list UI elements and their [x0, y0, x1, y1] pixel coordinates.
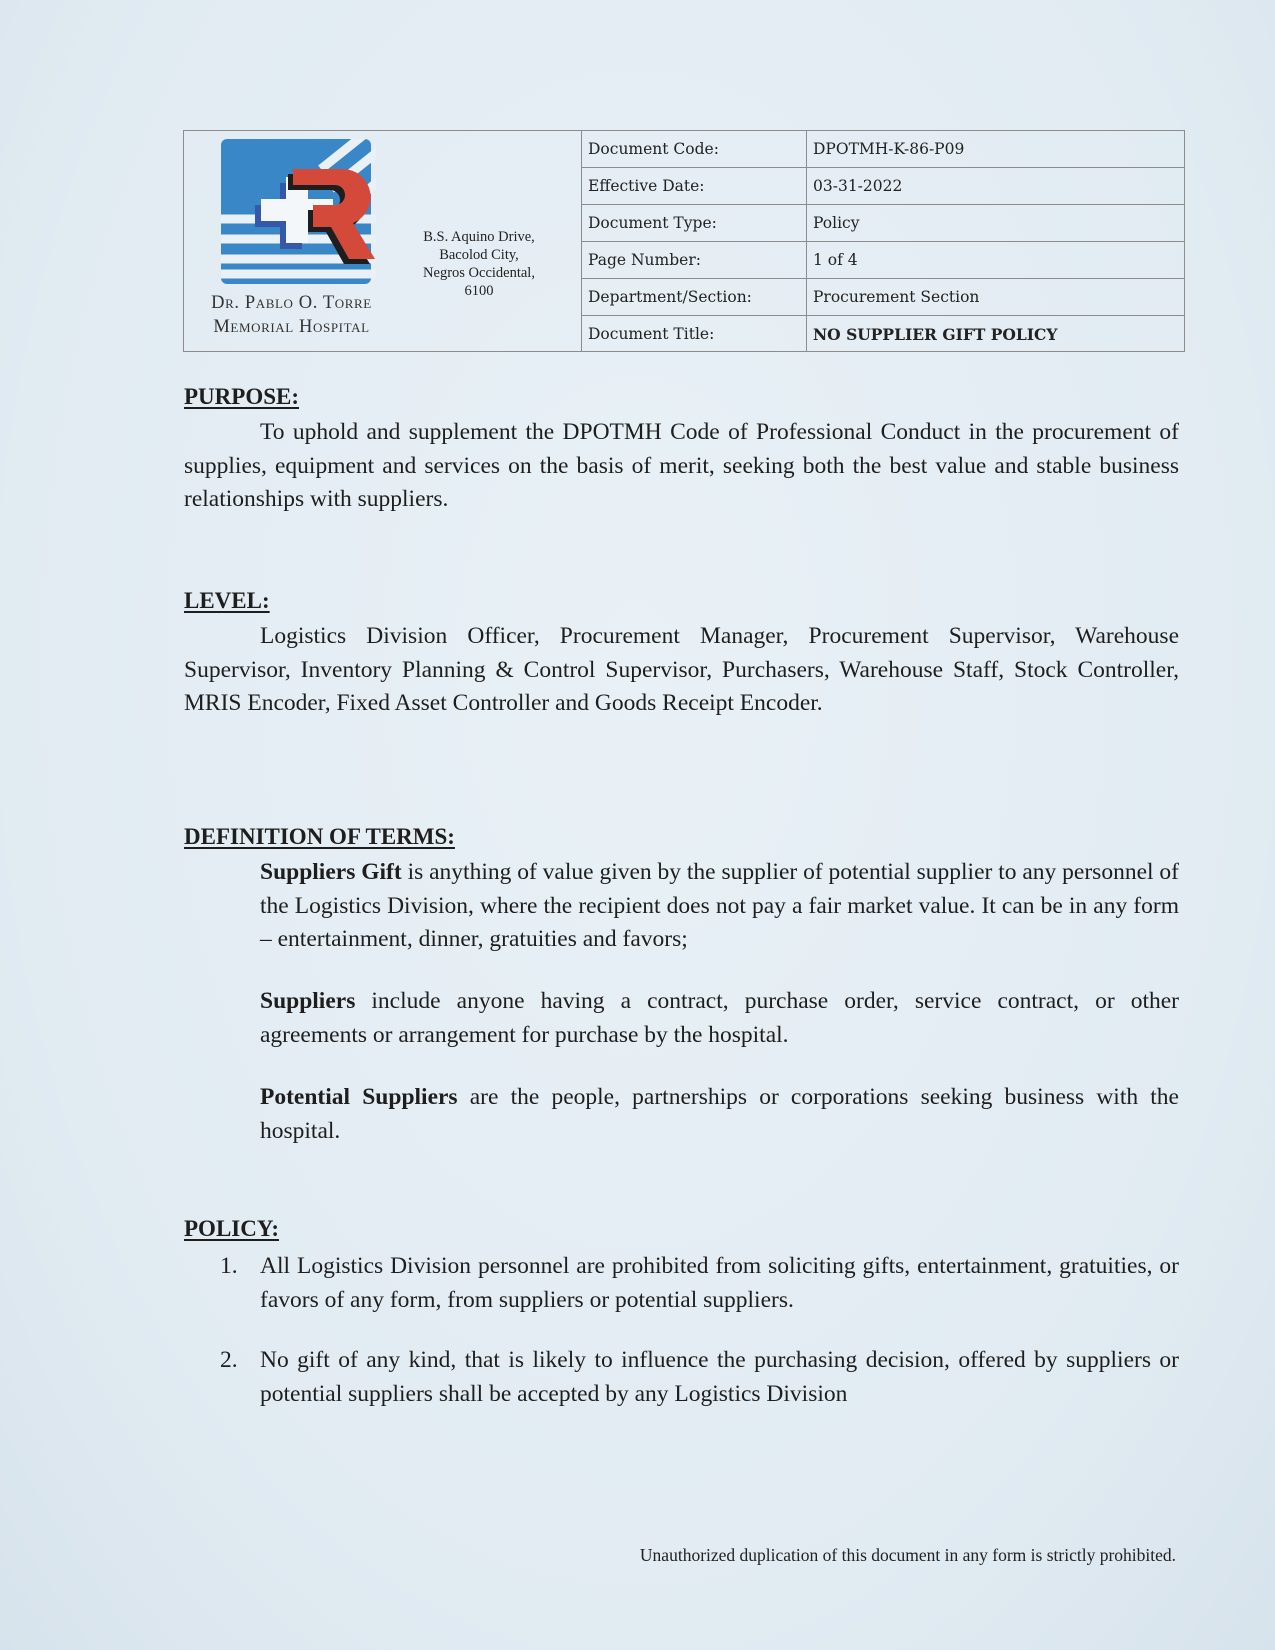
hospital-logo-icon — [221, 139, 376, 291]
definition-text: include anyone having a contract, purchase order, service contract, or other agreements or arrangement for purchase by the hospital. — [260, 988, 1179, 1048]
meta-row-document-code — [582, 131, 1186, 168]
definitions-heading: DEFINITION OF TERMS: — [184, 824, 455, 849]
policy-item-text: No gift of any kind, that is likely to influence the purchasing decision, offered by suppliers or potential suppliers shall be accepted by any Logistics Division — [260, 1347, 1179, 1407]
policy-list-item — [220, 1344, 1179, 1411]
definition-text: are the people, partnerships or corporations seeking business with the hospital. — [260, 1084, 1179, 1144]
meta-row-department — [582, 279, 1186, 316]
level-heading: LEVEL: — [184, 588, 270, 613]
meta-value: 03-31-2022 — [807, 168, 1186, 205]
hospital-branding — [184, 131, 582, 351]
meta-value: NO SUPPLIER GIFT POLICY — [807, 316, 1186, 353]
hospital-name-line2: Memorial Hospital — [213, 317, 370, 337]
document-header — [183, 130, 1185, 352]
definition-term: Potential Suppliers — [260, 1084, 458, 1110]
hospital-name-line1: Dr. Pablo O. Torre — [211, 293, 372, 313]
address-line1: B.S. Aquino Drive, — [423, 229, 535, 245]
level-text: Logistics Division Officer, Procurement Manager, Procurement Supervisor, Warehouse Supervisor, Inventory Planning & Control Supervisor, Purchasers, Warehouse Staff, Stock Controller, MRIS Encoder, Fixed Asset Controller and Goods Receipt Encoder. — [184, 623, 1179, 716]
document-meta-table — [581, 131, 1185, 352]
definition-item — [260, 856, 1179, 957]
address-line4: 6100 — [464, 283, 494, 299]
definition-text: is anything of value given by the supplier of potential supplier to any personnel of the Logistics Division, where the recipient does not pay a fair market value. It can be in any form – entertainment, dinner, gratuities and favors; — [260, 859, 1179, 952]
definition-term: Suppliers — [260, 988, 356, 1014]
purpose-heading: PURPOSE: — [184, 384, 299, 409]
policy-item-text: All Logistics Division personnel are prohibited from soliciting gifts, entertainment, gratuities, or favors of any form, from suppliers or potential suppliers. — [260, 1253, 1179, 1313]
purpose-text: To uphold and supplement the DPOTMH Code of Professional Conduct in the procurement of supplies, equipment and services on the basis of merit, seeking both the best value and stable business relationships with suppliers. — [184, 419, 1179, 512]
meta-label: Document Type: — [582, 205, 807, 242]
meta-value: Policy — [807, 205, 1186, 242]
hospital-name — [184, 291, 399, 339]
policy-heading: POLICY: — [184, 1216, 279, 1241]
meta-row-document-type — [582, 205, 1186, 242]
meta-value: Procurement Section — [807, 279, 1186, 316]
meta-label: Effective Date: — [582, 168, 807, 205]
address-line2: Bacolod City, — [439, 247, 519, 263]
definition-item — [260, 985, 1179, 1052]
definition-item — [260, 1081, 1179, 1148]
meta-row-page-number — [582, 242, 1186, 279]
meta-label: Page Number: — [582, 242, 807, 279]
meta-row-effective-date — [582, 168, 1186, 205]
policy-item-number: 1. — [220, 1253, 238, 1279]
hospital-address — [409, 228, 549, 300]
address-line3: Negros Occidental, — [423, 265, 535, 281]
duplication-notice: Unauthorized duplication of this document in any form is strictly prohibited. — [639, 1545, 1176, 1565]
meta-label: Document Title: — [582, 316, 807, 353]
definition-term: Suppliers Gift — [260, 859, 402, 885]
meta-label: Department/Section: — [582, 279, 807, 316]
meta-value: DPOTMH-K-86-P09 — [807, 131, 1186, 168]
policy-list-item — [220, 1250, 1179, 1317]
policy-item-number: 2. — [220, 1347, 238, 1373]
meta-row-document-title — [582, 316, 1186, 353]
meta-label: Document Code: — [582, 131, 807, 168]
meta-value: 1 of 4 — [807, 242, 1186, 279]
